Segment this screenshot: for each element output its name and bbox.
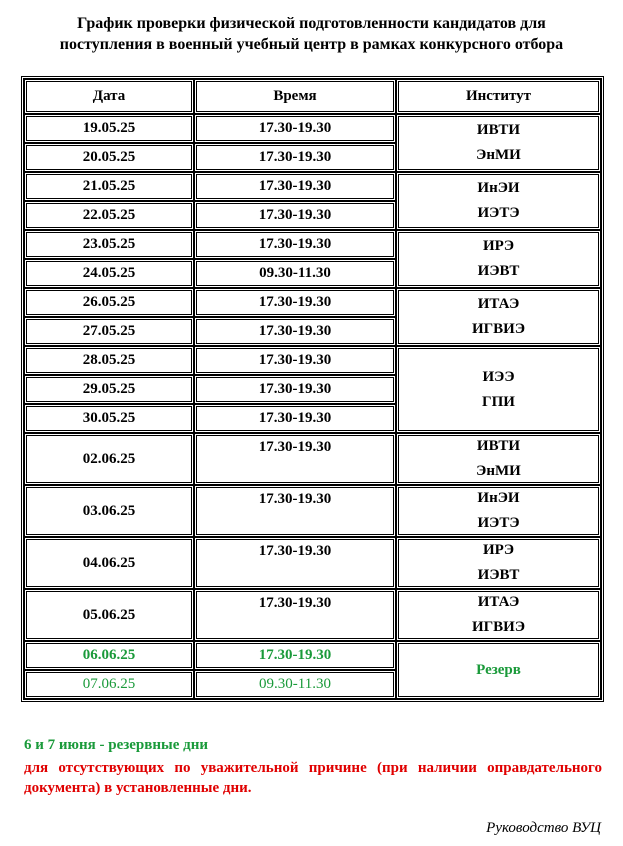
date-cell: 23.05.25 <box>24 230 194 259</box>
time-cell: 17.30-19.30 <box>194 485 396 537</box>
reserve-cell <box>396 641 601 699</box>
date-cell: 06.06.25 <box>24 641 194 670</box>
institute-cell <box>396 114 601 172</box>
time-cell: 17.30-19.30 <box>194 201 396 230</box>
time-cell: 17.30-19.30 <box>194 404 396 433</box>
institute-line: ИВТИ <box>476 122 521 138</box>
institute-cell <box>396 230 601 288</box>
time-cell: 17.30-19.30 <box>194 346 396 375</box>
time-cell: 17.30-19.30 <box>194 230 396 259</box>
date-cell: 04.06.25 <box>24 537 194 589</box>
date-cell: 21.05.25 <box>24 172 194 201</box>
table-row <box>24 230 601 259</box>
time-cell: 17.30-19.30 <box>194 641 396 670</box>
institute-line: ИЭТЭ <box>477 515 520 531</box>
document-title <box>0 13 623 55</box>
table-row <box>24 433 601 485</box>
institute-cell <box>396 589 601 641</box>
date-cell: 22.05.25 <box>24 201 194 230</box>
date-cell: 19.05.25 <box>24 114 194 143</box>
institute-line: ЭнМИ <box>476 147 521 163</box>
table-row <box>24 172 601 201</box>
time-cell: 17.30-19.30 <box>194 375 396 404</box>
table-row <box>24 114 601 143</box>
institute-line: ИЭТЭ <box>477 205 520 221</box>
signature: Руководство ВУЦ <box>486 820 601 836</box>
institute-line: ИВТИ <box>476 438 521 454</box>
header-institute: Институт <box>396 79 601 114</box>
institute-line: ИТАЭ <box>477 296 520 312</box>
time-cell: 17.30-19.30 <box>194 589 396 641</box>
institute-cell <box>396 288 601 346</box>
table-row <box>24 346 601 375</box>
institute-line: ИГВИЭ <box>471 619 526 635</box>
institute-cell <box>396 172 601 230</box>
date-cell: 02.06.25 <box>24 433 194 485</box>
date-cell: 07.06.25 <box>24 670 194 699</box>
header-time: Время <box>194 79 396 114</box>
table-header-row <box>24 79 601 114</box>
institute-cell <box>396 485 601 537</box>
time-cell: 17.30-19.30 <box>194 143 396 172</box>
institute-line: ИнЭИ <box>477 180 520 196</box>
institute-line: ИРЭ <box>482 542 514 558</box>
time-cell: 09.30-11.30 <box>194 259 396 288</box>
table-row <box>24 485 601 537</box>
date-cell: 29.05.25 <box>24 375 194 404</box>
institute-line: ИЭВТ <box>477 567 520 583</box>
reserve-days-note: 6 и 7 июня - резервные дни <box>24 737 209 753</box>
date-cell: 03.06.25 <box>24 485 194 537</box>
time-cell: 17.30-19.30 <box>194 537 396 589</box>
institute-line: ГПИ <box>482 393 515 410</box>
institute-line: ЭнМИ <box>476 463 521 479</box>
institute-cell <box>396 537 601 589</box>
title-line-2: поступления в военный учебный центр в рамках конкурсного отбора <box>59 36 564 53</box>
date-cell: 24.05.25 <box>24 259 194 288</box>
date-cell: 30.05.25 <box>24 404 194 433</box>
institute-cell <box>396 433 601 485</box>
institute-line: ИТАЭ <box>477 594 520 610</box>
date-cell: 27.05.25 <box>24 317 194 346</box>
institute-line: ИГВИЭ <box>471 321 526 337</box>
table-row <box>24 288 601 317</box>
title-line-1: График проверки физической подготовленности кандидатов для <box>77 15 546 32</box>
table-row <box>24 537 601 589</box>
institute-line: ИЭВТ <box>477 263 520 279</box>
time-cell: 17.30-19.30 <box>194 172 396 201</box>
institute-cell <box>396 346 601 433</box>
table-row <box>24 589 601 641</box>
reserve-label: Резерв <box>476 661 521 678</box>
time-cell: 17.30-19.30 <box>194 114 396 143</box>
date-cell: 28.05.25 <box>24 346 194 375</box>
time-cell: 17.30-19.30 <box>194 288 396 317</box>
time-cell: 17.30-19.30 <box>194 317 396 346</box>
header-date: Дата <box>24 79 194 114</box>
time-cell: 17.30-19.30 <box>194 433 396 485</box>
schedule-table <box>23 78 602 700</box>
date-cell: 20.05.25 <box>24 143 194 172</box>
date-cell: 05.06.25 <box>24 589 194 641</box>
time-cell: 09.30-11.30 <box>194 670 396 699</box>
institute-line: ИнЭИ <box>477 490 520 506</box>
institute-line: ИЭЭ <box>482 368 515 385</box>
table-row <box>24 641 601 670</box>
institute-line: ИРЭ <box>482 238 514 254</box>
reserve-explanation-note: для отсутствующих по уважительной причине (при наличии оправдательного документа) в установленные дни. <box>24 760 602 796</box>
date-cell: 26.05.25 <box>24 288 194 317</box>
